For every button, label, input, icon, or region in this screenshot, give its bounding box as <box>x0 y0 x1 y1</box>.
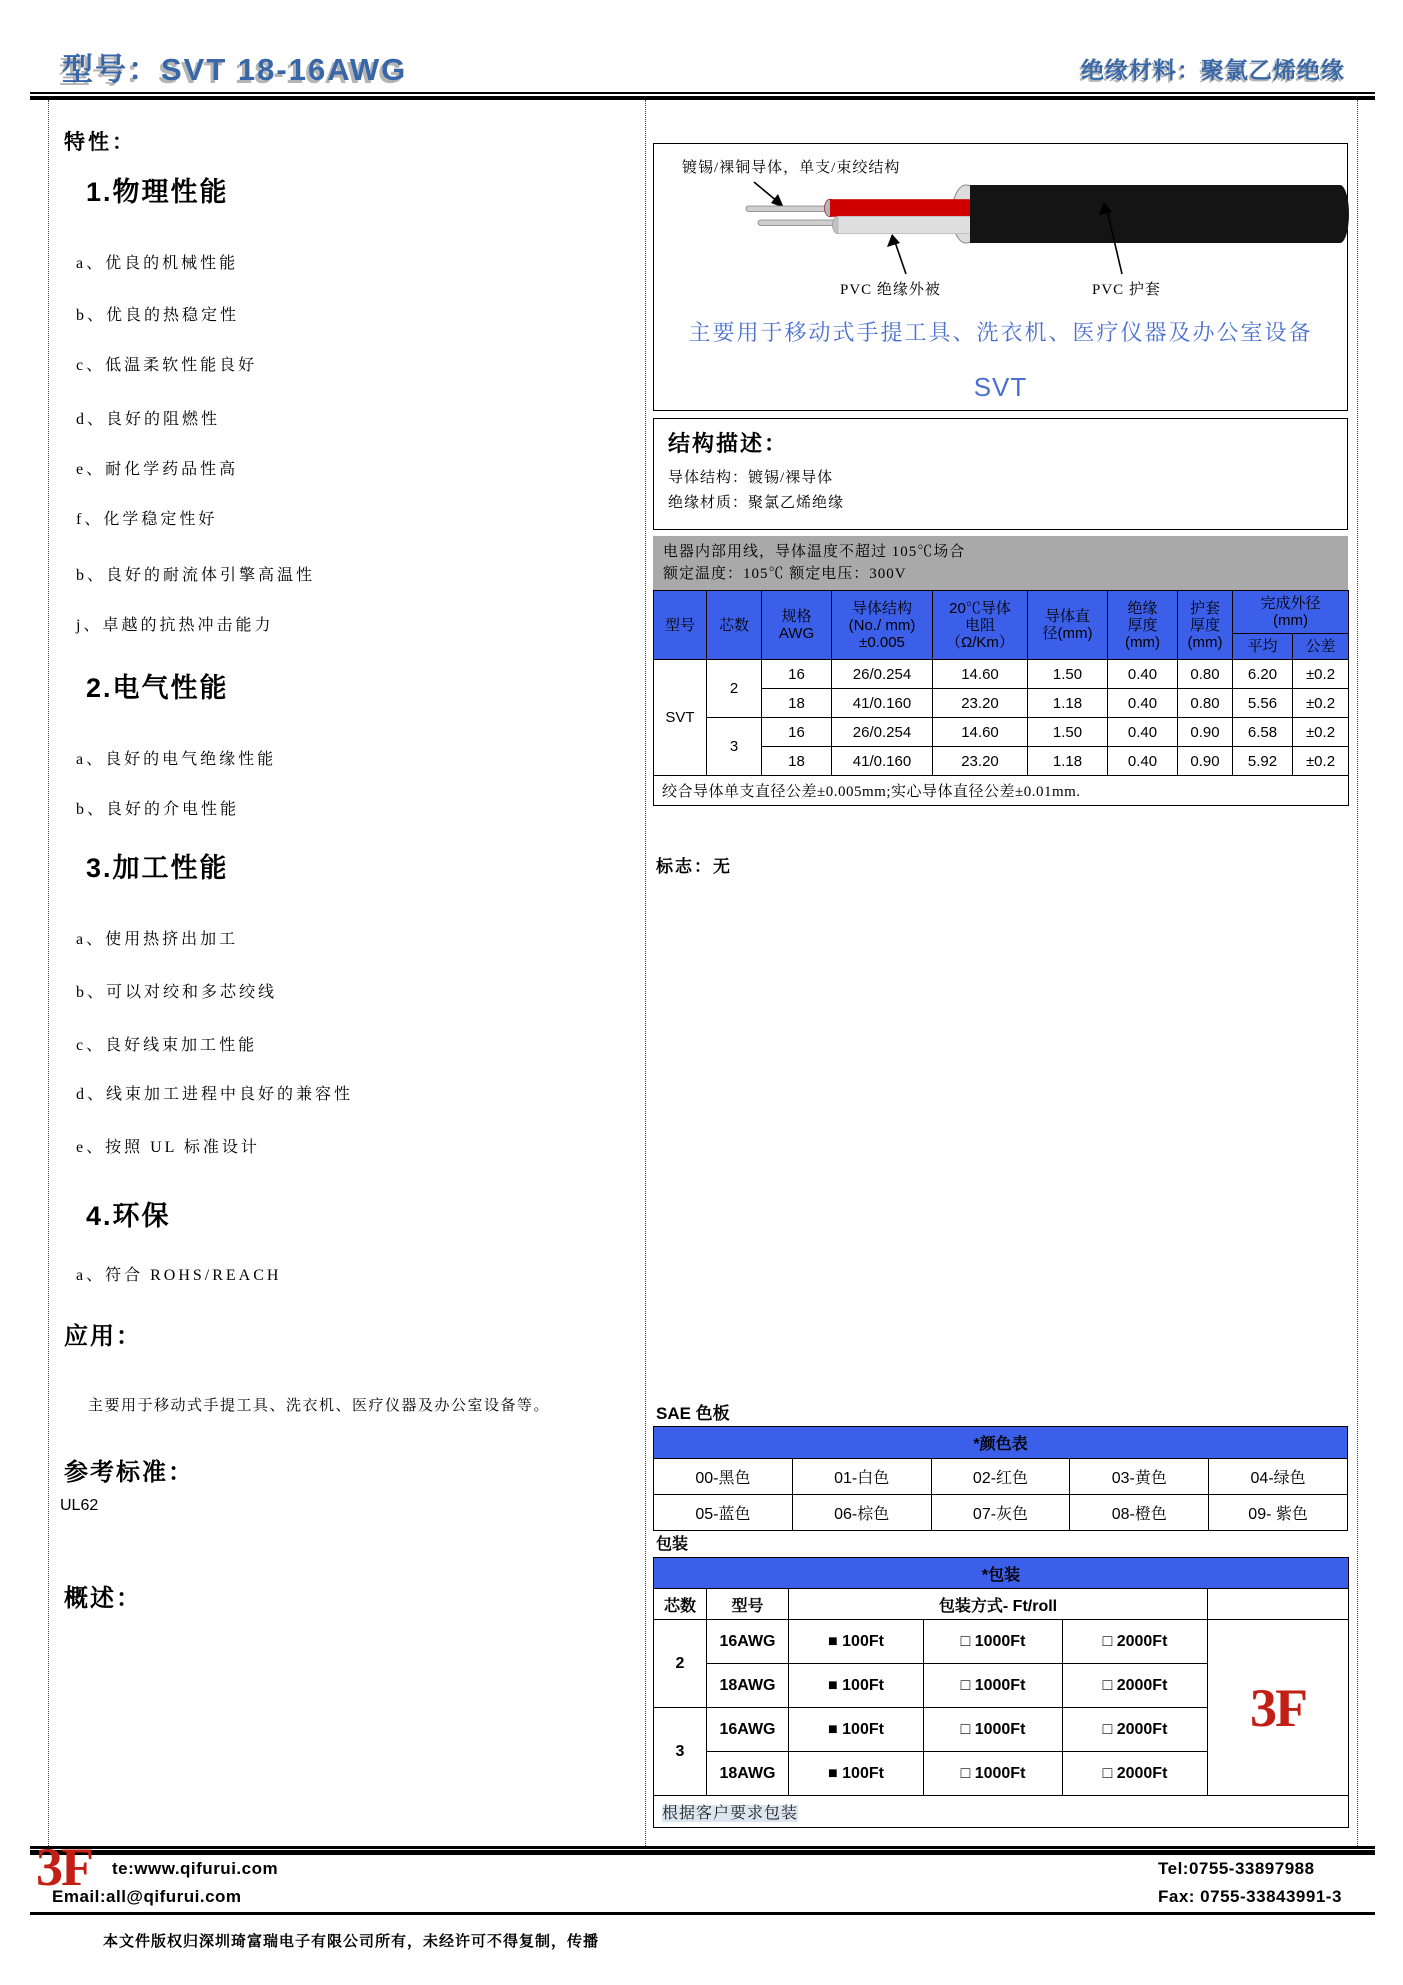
features-title: 特性： <box>64 131 136 154</box>
spec-cell: 0.40 <box>1108 689 1178 718</box>
packaging-model: 18AWG <box>707 1664 789 1708</box>
overview-title: 概述： <box>64 1585 142 1612</box>
condition-line-1: 电器内部用线，导体温度不超过 105℃场合 <box>663 544 966 560</box>
package-option[interactable]: □ 2000Ft <box>1063 1752 1208 1796</box>
feature-item: a、符合 ROHS/REACH <box>76 1267 282 1284</box>
package-option[interactable]: □ 2000Ft <box>1063 1620 1208 1664</box>
packaging-title: 包装 <box>656 1536 689 1553</box>
spec-cell: 0.80 <box>1178 660 1233 689</box>
spec-col-od-tol: 公差 <box>1293 634 1349 660</box>
spec-col-diameter: 导体直 径(mm) <box>1028 591 1108 660</box>
footer-rule-top <box>30 1846 1375 1855</box>
reference-value: UL62 <box>60 1497 99 1514</box>
conductor-structure-label: 镀锡/裸铜导体，单支/束绞结构 <box>682 160 901 176</box>
packaging-model: 18AWG <box>707 1752 789 1796</box>
spec-cell: 23.20 <box>933 689 1028 718</box>
structure-description-box <box>653 418 1348 530</box>
packaging-note-row <box>654 1796 1349 1828</box>
section-heading-physical: 1.物理性能 <box>86 177 229 207</box>
spec-cell: 0.80 <box>1178 689 1233 718</box>
spec-col-awg: 规格 AWG <box>762 591 832 660</box>
spec-col-resistance: 20℃导体 电阻 （Ω/Km） <box>933 591 1028 660</box>
feature-item: j、卓越的抗热冲击能力 <box>76 617 274 634</box>
footer-copyright: 本文件版权归深圳琦富瑞电子有限公司所有，未经许可不得复制，传播 <box>103 1933 600 1950</box>
spec-cell: 0.40 <box>1108 660 1178 689</box>
spec-cell: 16 <box>762 718 832 747</box>
spec-tolerance-note: 绞合导体单支直径公差±0.005mm;实心导体直径公差±0.01mm. <box>654 776 1349 806</box>
feature-item: f、化学稳定性好 <box>76 511 218 528</box>
spec-cell: 5.92 <box>1233 747 1293 776</box>
feature-item: b、良好的耐流体引擎高温性 <box>76 567 316 584</box>
color-cell: 01-白色 <box>792 1459 931 1495</box>
pvc-insulation-label: PVC 绝缘外被 <box>840 282 941 298</box>
spec-cell: 18 <box>762 747 832 776</box>
footer-tel: Tel:0755-33897988 <box>1158 1859 1315 1878</box>
column-divider <box>645 100 646 1846</box>
marking-note: 标志：无 <box>656 857 732 876</box>
color-table-header: *颜色表 <box>654 1427 1348 1459</box>
spec-cell: 41/0.160 <box>832 747 933 776</box>
spec-cell: 0.40 <box>1108 747 1178 776</box>
spec-col-finished-od: 完成外径 (mm) <box>1233 591 1349 634</box>
color-cell: 07-灰色 <box>931 1495 1070 1531</box>
color-cell: 02-红色 <box>931 1459 1070 1495</box>
package-option[interactable]: ■ 100Ft <box>789 1708 924 1752</box>
spec-col-model: 型号 <box>654 591 707 660</box>
spec-cell: ±0.2 <box>1293 689 1349 718</box>
spec-col-od-avg: 平均 <box>1233 634 1293 660</box>
package-option[interactable]: □ 1000Ft <box>924 1708 1063 1752</box>
packaging-row <box>654 1620 1349 1664</box>
spec-cell: 1.50 <box>1028 718 1108 747</box>
spec-cell-cores: 2 <box>707 660 762 718</box>
spec-cell: 14.60 <box>933 718 1028 747</box>
feature-item: d、线束加工进程中良好的兼容性 <box>76 1086 354 1103</box>
package-option[interactable]: □ 1000Ft <box>924 1664 1063 1708</box>
section-heading-electrical: 2.电气性能 <box>86 673 229 703</box>
spec-cell-model: SVT <box>654 660 707 776</box>
spec-cell: 0.90 <box>1178 718 1233 747</box>
spec-cell-cores: 3 <box>707 718 762 776</box>
spec-row <box>654 660 1349 689</box>
spec-cell: 5.56 <box>1233 689 1293 718</box>
spec-col-jacket: 护套 厚度 (mm) <box>1178 591 1233 660</box>
application-title: 应用： <box>64 1323 142 1350</box>
packaging-header: *包装 <box>654 1558 1349 1589</box>
spec-cell: 18 <box>762 689 832 718</box>
feature-item: b、良好的介电性能 <box>76 801 240 818</box>
color-cell: 00-黑色 <box>654 1459 793 1495</box>
feature-item: b、可以对绞和多芯绞线 <box>76 984 278 1001</box>
spec-cell: 41/0.160 <box>832 689 933 718</box>
feature-item: c、低温柔软性能良好 <box>76 357 258 374</box>
packaging-table <box>653 1557 1349 1828</box>
application-text: 主要用于移动式手提工具、洗衣机、医疗仪器及办公室设备等。 <box>88 1398 551 1414</box>
spec-cell: 1.50 <box>1028 660 1108 689</box>
section-heading-environment: 4.环保 <box>86 1201 171 1231</box>
spec-row <box>654 718 1349 747</box>
feature-item: a、优良的机械性能 <box>76 255 239 272</box>
packaging-col-model: 型号 <box>707 1589 789 1620</box>
feature-item: d、良好的阻燃性 <box>76 411 221 428</box>
spec-cell: 16 <box>762 660 832 689</box>
packaging-note: 根据客户要求包装 <box>662 1805 799 1822</box>
package-option[interactable]: ■ 100Ft <box>789 1620 924 1664</box>
packaging-model: 16AWG <box>707 1708 789 1752</box>
color-cell: 04-绿色 <box>1209 1459 1348 1495</box>
packaging-col-method: 包装方式- Ft/roll <box>789 1589 1208 1620</box>
feature-item: c、良好线束加工性能 <box>76 1037 258 1054</box>
spec-cell: ±0.2 <box>1293 718 1349 747</box>
footer-logo: 3F <box>36 1837 92 1897</box>
package-option[interactable]: □ 1000Ft <box>924 1620 1063 1664</box>
structure-description-title: 结构描述： <box>668 431 789 456</box>
package-option[interactable]: ■ 100Ft <box>789 1664 924 1708</box>
spec-cell: 0.90 <box>1178 747 1233 776</box>
spec-table <box>653 590 1349 806</box>
spec-cell: 23.20 <box>933 747 1028 776</box>
feature-item: e、耐化学药品性高 <box>76 461 239 478</box>
feature-item: a、良好的电气绝缘性能 <box>76 751 277 768</box>
package-option[interactable]: □ 2000Ft <box>1063 1708 1208 1752</box>
page-border-left <box>48 100 49 1846</box>
package-option[interactable]: ■ 100Ft <box>789 1752 924 1796</box>
footer-website[interactable]: te:www.qifurui.com <box>112 1859 279 1878</box>
packaging-model: 16AWG <box>707 1620 789 1664</box>
page-title-model: 型号：SVT 18-16AWG <box>62 52 408 87</box>
header-rule <box>30 92 1375 100</box>
spec-cell: 0.40 <box>1108 718 1178 747</box>
spec-cell: ±0.2 <box>1293 747 1349 776</box>
spec-cell: 6.58 <box>1233 718 1293 747</box>
color-table <box>653 1426 1348 1531</box>
color-cell: 03-黄色 <box>1070 1459 1209 1495</box>
usage-note: 主要用于移动式手提工具、洗衣机、医疗仪器及办公室设备 <box>688 320 1313 345</box>
feature-item: b、优良的热稳定性 <box>76 307 240 324</box>
page-title-insulation: 绝缘材料：聚氯乙烯绝缘 <box>1081 57 1345 83</box>
package-option[interactable]: □ 1000Ft <box>924 1752 1063 1796</box>
footer-fax: Fax: 0755-33843991-3 <box>1158 1887 1342 1906</box>
pvc-jacket-label: PVC 护套 <box>1092 282 1161 298</box>
footer-rule-bottom <box>30 1912 1375 1915</box>
color-cell: 05-蓝色 <box>654 1495 793 1531</box>
section-heading-processing: 3.加工性能 <box>86 853 229 883</box>
usage-conditions-box <box>653 536 1348 590</box>
spec-cell: ±0.2 <box>1293 660 1349 689</box>
color-row <box>654 1459 1348 1495</box>
cable-diagram-box <box>653 143 1348 411</box>
brand-logo: 3F <box>1208 1620 1349 1796</box>
spec-cell: 26/0.254 <box>832 718 933 747</box>
feature-item: e、按照 UL 标准设计 <box>76 1139 260 1156</box>
product-model-note: SVT <box>973 372 1028 402</box>
packaging-cores: 3 <box>654 1708 707 1796</box>
reference-title: 参考标准： <box>64 1459 194 1486</box>
packaging-col-cores: 芯数 <box>654 1589 707 1620</box>
spec-cell: 6.20 <box>1233 660 1293 689</box>
sae-board-title: SAE 色板 <box>656 1404 730 1423</box>
packaging-header-spacer <box>1208 1589 1349 1620</box>
spec-col-structure: 导体结构 (No./ mm) ±0.005 <box>832 591 933 660</box>
conductor-structure-line: 导体结构：镀锡/裸导体 <box>668 470 834 486</box>
feature-item: a、使用热挤出加工 <box>76 931 239 948</box>
color-cell: 06-棕色 <box>792 1495 931 1531</box>
spec-cell: 1.18 <box>1028 747 1108 776</box>
packaging-cores: 2 <box>654 1620 707 1708</box>
spec-col-insulation: 绝缘 厚度 (mm) <box>1108 591 1178 660</box>
spec-cell: 14.60 <box>933 660 1028 689</box>
spec-cell: 26/0.254 <box>832 660 933 689</box>
spec-cell: 1.18 <box>1028 689 1108 718</box>
condition-line-2: 额定温度：105℃ 额定电压：300V <box>663 566 907 582</box>
color-cell: 09- 紫色 <box>1209 1495 1348 1531</box>
package-option[interactable]: □ 2000Ft <box>1063 1664 1208 1708</box>
footer-email[interactable]: Email:all@qifurui.com <box>52 1887 242 1906</box>
color-row <box>654 1495 1348 1531</box>
color-cell: 08-橙色 <box>1070 1495 1209 1531</box>
insulation-material-line: 绝缘材质：聚氯乙烯绝缘 <box>668 495 845 511</box>
page-border-right <box>1357 100 1358 1846</box>
spec-col-cores: 芯数 <box>707 591 762 660</box>
